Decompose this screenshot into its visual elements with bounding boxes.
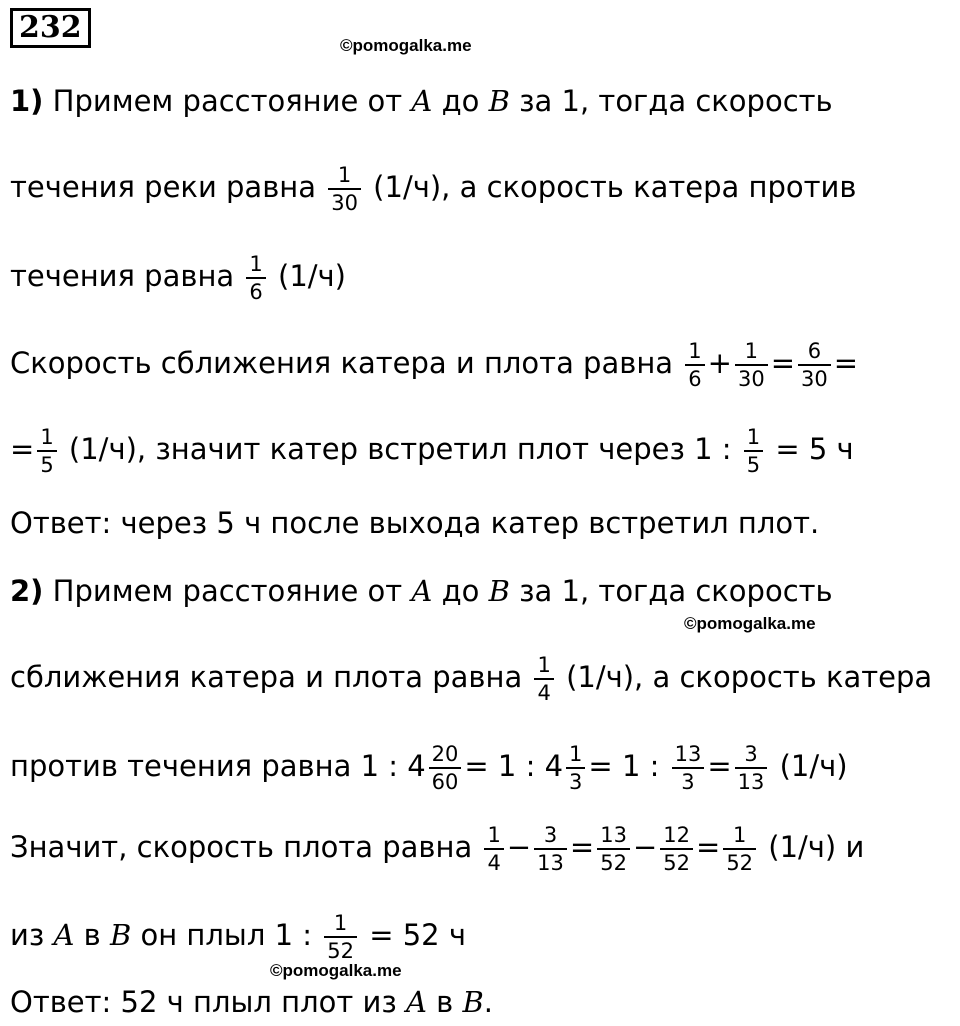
numerator: 1 xyxy=(37,424,56,452)
fraction xyxy=(735,741,768,795)
text: Ответ: 52 ч плыл плот из xyxy=(10,985,406,1019)
text: он плыл 1 : xyxy=(131,918,322,952)
denominator: 60 xyxy=(431,770,459,794)
var-b: B xyxy=(488,574,510,608)
part1-line5 xyxy=(10,424,854,478)
text: = 52 ч xyxy=(359,918,466,952)
denominator: 30 xyxy=(737,367,765,391)
denominator: 52 xyxy=(663,851,690,875)
fraction xyxy=(660,822,693,876)
text: сближения катера и плота равна xyxy=(10,660,532,694)
part1-answer: Ответ: через 5 ч после выхода катер встретил плот. xyxy=(10,506,820,540)
operator: + xyxy=(707,346,732,380)
operator: = xyxy=(770,346,796,380)
text: Примем расстояние от xyxy=(43,574,412,608)
numerator: 1 xyxy=(484,822,503,850)
part2-answer xyxy=(10,985,493,1019)
fraction xyxy=(534,822,567,876)
part1-line1 xyxy=(10,84,833,118)
denominator: 30 xyxy=(801,367,828,391)
numerator: 1 xyxy=(324,910,357,938)
numerator: 13 xyxy=(597,822,630,850)
numerator: 12 xyxy=(660,822,693,850)
fraction xyxy=(685,338,704,392)
denominator: 13 xyxy=(737,770,765,794)
fraction xyxy=(723,822,756,876)
watermark-middle: ©pomogalka.me xyxy=(684,614,816,633)
fraction xyxy=(429,741,462,795)
text: = 1 : xyxy=(588,749,669,783)
var-a: A xyxy=(411,574,433,608)
var-b: B xyxy=(109,918,132,952)
text: (1/ч), значит катер встретил плот через 1 : xyxy=(59,432,741,466)
text: в xyxy=(426,985,463,1019)
problem-number: 232 xyxy=(10,8,91,48)
part2-line4 xyxy=(10,822,864,876)
denominator: 3 xyxy=(681,770,695,794)
fraction xyxy=(798,338,831,392)
var-b: B xyxy=(462,985,484,1019)
operator: − xyxy=(632,830,658,864)
denominator: 13 xyxy=(537,851,564,875)
denominator: 52 xyxy=(726,851,754,875)
text: против течения равна 1 : 4 xyxy=(10,749,426,783)
operator: = xyxy=(569,830,595,864)
text: течения реки равна xyxy=(10,170,326,204)
text: (1/ч), а скорость катера против xyxy=(363,170,857,204)
text: . xyxy=(483,985,494,1019)
text: за 1, тогда скорость xyxy=(509,84,833,118)
text: до xyxy=(432,574,489,608)
numerator: 1 xyxy=(534,652,553,680)
operator: = xyxy=(833,346,859,380)
text: Значит, скорость плота равна xyxy=(10,830,482,864)
part2-line1 xyxy=(10,574,833,608)
denominator: 5 xyxy=(746,453,761,477)
numerator: 1 xyxy=(566,741,585,769)
numerator: 1 xyxy=(685,338,704,366)
part2-number: 2) xyxy=(10,574,44,608)
numerator: 6 xyxy=(798,338,831,366)
text: за 1, тогда скорость xyxy=(509,574,833,608)
fraction xyxy=(534,652,553,706)
fraction xyxy=(246,251,265,305)
numerator: 1 xyxy=(246,251,265,279)
var-a: A xyxy=(406,985,427,1019)
part1-line4 xyxy=(10,338,858,392)
numerator: 3 xyxy=(534,822,567,850)
watermark-top: ©pomogalka.me xyxy=(340,36,472,55)
denominator: 52 xyxy=(600,851,627,875)
text: Скорость сближения катера и плота равна xyxy=(10,346,683,380)
text: = xyxy=(707,749,732,783)
fraction xyxy=(328,162,361,216)
operator: = xyxy=(696,830,721,864)
var-a: A xyxy=(411,84,433,118)
numerator: 1 xyxy=(744,424,763,452)
denominator: 4 xyxy=(487,851,501,875)
text: (1/ч) xyxy=(770,749,848,783)
fraction xyxy=(735,338,768,392)
fraction xyxy=(324,910,357,964)
text: Примем расстояние от xyxy=(43,84,412,118)
text: до xyxy=(432,84,489,118)
denominator: 4 xyxy=(537,681,551,705)
text: (1/ч) и xyxy=(759,830,865,864)
fraction xyxy=(744,424,763,478)
denominator: 6 xyxy=(249,280,263,304)
denominator: 52 xyxy=(327,939,354,963)
text: = 5 ч xyxy=(766,432,854,466)
part2-line3 xyxy=(10,741,848,795)
numerator: 1 xyxy=(735,338,768,366)
text: (1/ч), а скорость катера xyxy=(556,660,933,694)
var-b: B xyxy=(488,84,510,118)
numerator: 1 xyxy=(328,162,361,190)
watermark-bottom: ©pomogalka.me xyxy=(270,961,402,980)
text: из xyxy=(10,918,54,952)
part1-line3 xyxy=(10,251,346,305)
denominator: 6 xyxy=(688,367,702,391)
denominator: 3 xyxy=(569,770,583,794)
operator: − xyxy=(506,830,532,864)
numerator: 3 xyxy=(735,741,768,769)
text: = xyxy=(10,432,35,466)
fraction xyxy=(597,822,630,876)
var-a: A xyxy=(53,918,75,952)
fraction xyxy=(484,822,503,876)
numerator: 20 xyxy=(429,741,462,769)
part1-number: 1) xyxy=(10,84,44,118)
denominator: 5 xyxy=(40,453,54,477)
text: (1/ч) xyxy=(268,259,346,293)
numerator: 13 xyxy=(672,741,705,769)
text: в xyxy=(74,918,110,952)
part1-line2 xyxy=(10,162,856,216)
denominator: 30 xyxy=(331,191,358,215)
text: = 1 : 4 xyxy=(464,749,564,783)
part2-line2 xyxy=(10,652,932,706)
text: течения равна xyxy=(10,259,244,293)
fraction xyxy=(566,741,585,795)
part2-line5 xyxy=(10,910,466,964)
numerator: 1 xyxy=(723,822,756,850)
fraction xyxy=(672,741,705,795)
fraction xyxy=(37,424,56,478)
